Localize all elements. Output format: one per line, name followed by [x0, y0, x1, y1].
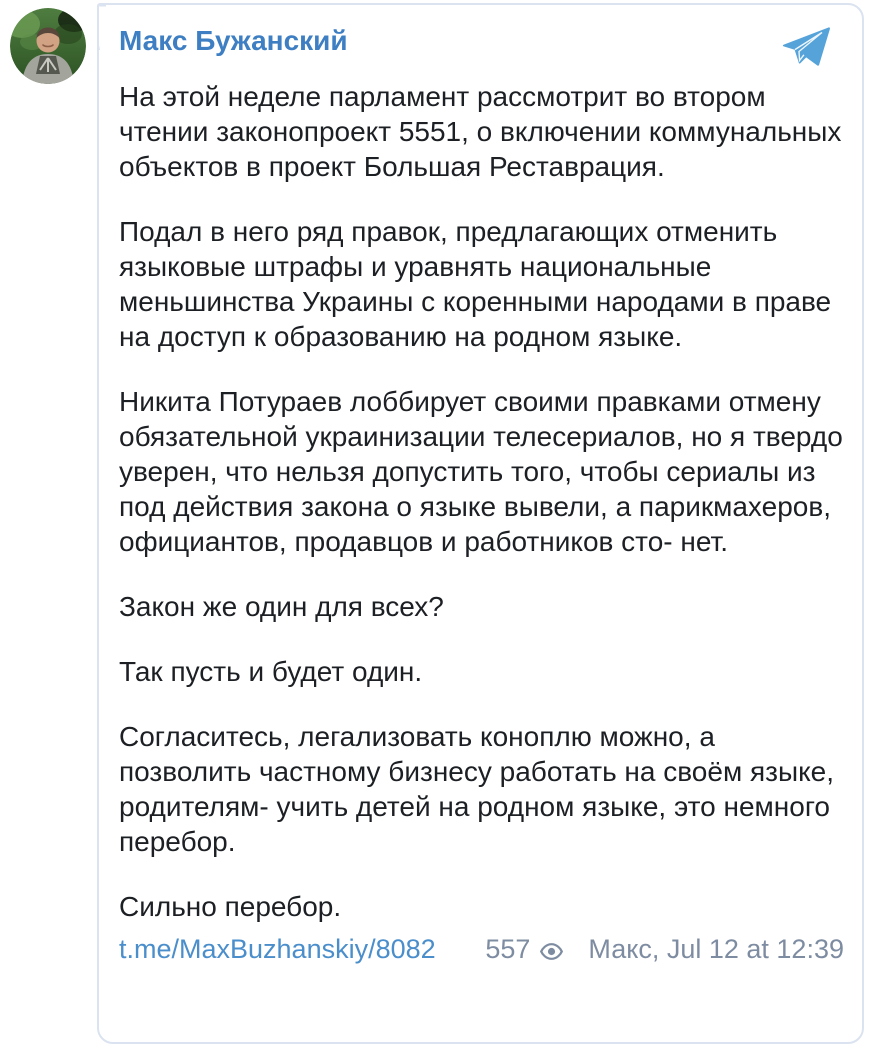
post-paragraph: Сильно перебор.: [119, 891, 342, 922]
author-timestamp: Макс, Jul 12 at 12:39: [588, 934, 844, 964]
post-body: [119, 79, 844, 924]
post-paragraph: Подал в него ряд правок, предлагающих отменить языковые штрафы и уравнять национальные меньшинства Украины с коренными народами в праве на доступ к образованию на родном языке.: [119, 216, 832, 352]
telegram-plane-icon[interactable]: [782, 25, 832, 67]
views-eye-icon: [540, 943, 563, 960]
post-paragraph: Согласитесь, легализовать коноплю можно, а позволить частному бизнесу работать на своём языке, родителям- учить детей на родном языке, это немного перебор.: [119, 721, 835, 857]
channel-avatar[interactable]: [10, 8, 86, 84]
post-paragraph: Закон же один для всех?: [119, 591, 444, 622]
views-count: 557: [485, 934, 531, 964]
post-paragraph: Так пусть и будет один.: [119, 656, 423, 687]
post-permalink[interactable]: t.me/MaxBuzhanskiy/8082: [119, 934, 436, 964]
post-paragraph: На этой неделе парламент рассмотрит во втором чтении законопроект 5551, о включении коммунальных объектов в проект Большая Реставрация.: [119, 81, 842, 182]
message-bubble: [97, 3, 864, 1044]
avatar-photo-icon: [10, 8, 86, 84]
post-footer: [119, 932, 844, 967]
post-header: [119, 23, 844, 67]
bubble-tail: [97, 3, 106, 51]
post-paragraph: Никита Потураев лоббирует своими правками отмену обязательной украинизации телесериалов, но я твердо уверен, что нельзя допустить того, чтобы сериалы из под действия закона о языке вывели, а парикмахеров, официантов, продавцов и работников сто- нет.: [119, 386, 843, 557]
footer-meta-group: [485, 932, 844, 967]
channel-name-link[interactable]: Макс Бужанский: [119, 25, 348, 56]
